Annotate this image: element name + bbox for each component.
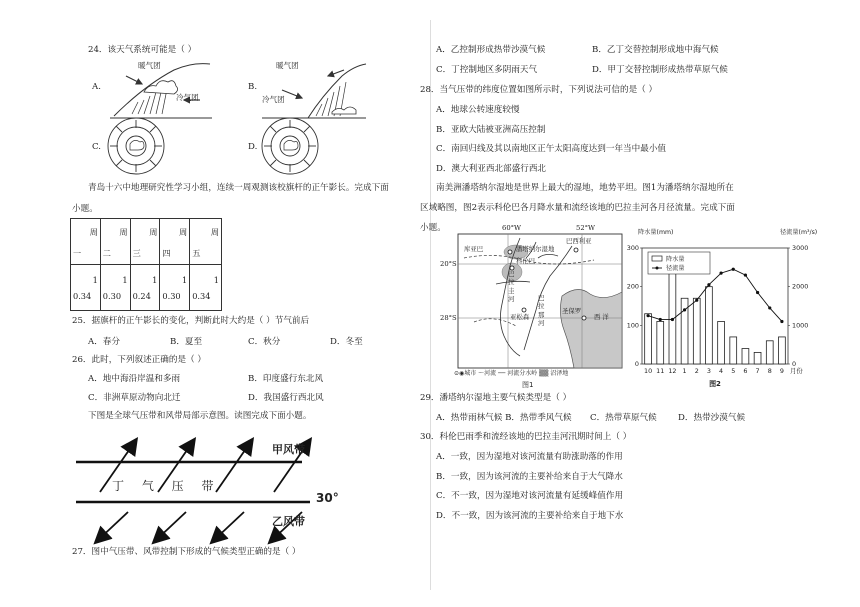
q28-option-c: C．南回归线及其以南地区正午太阳高度达到一年当中最小值 bbox=[436, 144, 667, 154]
runoff-point bbox=[695, 299, 698, 302]
q24-option-c-label: C. bbox=[92, 142, 102, 152]
map-place-brasilia: 巴西利亚 bbox=[566, 237, 592, 245]
wind-belt-bottom-label: 乙风带 bbox=[272, 515, 305, 528]
table-header-top-1: 周 bbox=[89, 227, 98, 237]
x-tick-label: 12 bbox=[668, 367, 677, 375]
q24-diagram-c bbox=[104, 114, 168, 178]
q28-stem: 28．当气压带的纬度位置如图所示时，下列说法可信的是（ ） bbox=[420, 85, 658, 95]
x-tick-label: 7 bbox=[755, 367, 760, 375]
runoff-point bbox=[756, 291, 759, 294]
runoff-point bbox=[683, 308, 686, 311]
map-legend: ⊙◉城市 ～河流 ── 河流分水岭 ▒▒ 沼泽地 bbox=[454, 370, 569, 377]
map-place-corumba: 科伦巴 bbox=[516, 257, 536, 265]
q28-option-b: B．亚欧大陆被亚洲高压控制 bbox=[436, 125, 546, 135]
q30-stem: 30．科伦巴雨季和流经该地的巴拉圭河汛期时间上（ ） bbox=[420, 432, 632, 442]
table-header-top-2: 周 bbox=[119, 227, 128, 237]
precipitation-bar bbox=[730, 337, 737, 364]
map-place-asuncion: 亚松森 bbox=[510, 313, 530, 321]
intro-shadow-line2: 小题。 bbox=[72, 204, 98, 214]
q25-option-d: D．冬至 bbox=[330, 337, 363, 347]
q28-option-a: A．地球公转速度较慢 bbox=[436, 105, 520, 115]
y-left-tick-label: 0 bbox=[634, 360, 639, 368]
table-value-top-5: 1 bbox=[213, 275, 219, 285]
q24-diagram-d bbox=[258, 114, 322, 178]
x-tick-label: 3 bbox=[706, 367, 711, 375]
table-value-top-4: 1 bbox=[181, 275, 188, 285]
q30-option-a: A．一致，因为湿地对该河流量有助涨助落的作用 bbox=[436, 452, 623, 462]
table-header-cell-4 bbox=[160, 219, 190, 265]
pressure-belt-label: 丁 气 压 带 bbox=[112, 479, 214, 493]
table-header-bottom-5: 五 bbox=[192, 248, 201, 258]
chart-title: 图2 bbox=[709, 380, 721, 388]
intro-pantanal-line3: 小题。 bbox=[420, 223, 446, 233]
intro-wind: 下图是全球气压带和风带局部示意图。读图完成下面小题。 bbox=[88, 411, 312, 421]
q26-option-b: B．印度盛行东北风 bbox=[248, 374, 324, 384]
table-header-top-3: 周 bbox=[149, 227, 158, 237]
table-value-bottom-1: 0.34 bbox=[73, 291, 92, 301]
latitude-label: 30° bbox=[316, 491, 339, 505]
table-value-bottom-2: 0.30 bbox=[102, 291, 122, 301]
legend-precipitation-label: 降水量 bbox=[666, 256, 685, 263]
map-place-saopaulo: 圣保罗 bbox=[562, 307, 582, 315]
x-tick-label: 2 bbox=[694, 367, 699, 375]
legend-line-marker bbox=[656, 267, 659, 270]
x-tick-label: 6 bbox=[743, 367, 748, 375]
runoff-point bbox=[659, 318, 662, 321]
river-char-1: 巴 bbox=[508, 270, 515, 278]
x-tick-label: 11 bbox=[656, 367, 665, 375]
q29-option-d: D．热带沙漠气候 bbox=[678, 413, 746, 423]
y-right-tick-label: 0 bbox=[792, 360, 797, 368]
y-left-tick-label: 200 bbox=[626, 282, 639, 291]
q25-stem: 25．据旗杆的正午影长的变化，判断此时大约是（ ）节气前后 bbox=[72, 316, 310, 326]
x-tick-label: 5 bbox=[731, 367, 736, 375]
q24-b-warm-label: 暖气团 bbox=[276, 61, 299, 70]
q24-a-warm-label: 暖气团 bbox=[138, 61, 161, 70]
table-header-bottom-3: 三 bbox=[132, 248, 141, 258]
q26-option-a: A．地中海沿岸温和多雨 bbox=[88, 374, 181, 384]
table-header-bottom-4: 四 bbox=[162, 248, 171, 258]
table-value-top-2: 1 bbox=[122, 275, 128, 285]
q27-option-c: C．丁控制地区多阴雨天气 bbox=[436, 65, 538, 75]
q29-option-c: C．热带草原气候 bbox=[590, 413, 657, 423]
table-value-bottom-5: 0.34 bbox=[192, 291, 211, 301]
precipitation-bar bbox=[706, 287, 713, 364]
table-value-cell-5 bbox=[190, 265, 222, 311]
runoff-point bbox=[719, 272, 722, 275]
q25-option-a: A．春分 bbox=[88, 337, 120, 347]
precipitation-bar bbox=[742, 349, 749, 364]
q24-a-cold-label: 冷气团 bbox=[176, 93, 199, 102]
x-tick-label: 1 bbox=[682, 367, 687, 375]
q25-option-b: B．夏至 bbox=[170, 337, 203, 347]
y-right-tick-label: 2000 bbox=[792, 282, 809, 291]
table-value-cell-4 bbox=[160, 265, 190, 311]
river-char-3: 圭 bbox=[508, 286, 515, 295]
q30-option-c: C．不一致，因为湿地对该河流量有延缓峰值作用 bbox=[436, 491, 624, 501]
x-tick-label: 4 bbox=[719, 367, 724, 375]
y-left-label: 降水量(mm) bbox=[638, 229, 674, 236]
intro-pantanal-line2: 区域略图，图2表示科伦巴各月降水量和流经该地的巴拉圭河各月径流量。完成下面 bbox=[420, 203, 735, 213]
runoff-point bbox=[707, 283, 710, 286]
y-right-label: 径流量(m³/s) bbox=[780, 229, 818, 236]
table-value-cell-2 bbox=[100, 265, 130, 311]
map-lat1: 20°S bbox=[440, 260, 457, 268]
map-lat2: 28°S bbox=[440, 314, 457, 322]
wind-belt-top-label: 甲风带 bbox=[272, 443, 305, 456]
q26-option-c: C．非洲草原动物向北迁 bbox=[88, 393, 181, 403]
intro-shadow-line1: 青岛十六中地理研究性学习小组，连续一周观测该校旗杆的正午影长。完成下面 bbox=[88, 183, 389, 193]
map-river-parana bbox=[538, 294, 546, 327]
runoff-point bbox=[671, 318, 674, 321]
x-tick-label: 10 bbox=[644, 367, 653, 375]
q26-option-d: D．我国盛行西北风 bbox=[248, 393, 324, 403]
river-char-6: 拉 bbox=[538, 302, 545, 311]
table-header-cell-1 bbox=[71, 219, 101, 265]
q27-option-a: A．乙控制形成热带沙漠气候 bbox=[436, 45, 546, 55]
table-value-top-1: 1 bbox=[92, 275, 98, 285]
runoff-point bbox=[744, 273, 747, 276]
precipitation-bar bbox=[657, 321, 664, 364]
q24-option-b-label: B. bbox=[248, 82, 258, 92]
river-char-8: 河 bbox=[538, 318, 545, 327]
precipitation-bar bbox=[645, 314, 652, 364]
river-char-7: 那 bbox=[538, 310, 545, 319]
x-tick-label: 8 bbox=[767, 367, 772, 375]
precipitation-bar bbox=[718, 321, 725, 364]
table-value-top-3: 1 bbox=[152, 275, 158, 285]
map-place-cuiaba: 库亚巴 bbox=[464, 245, 484, 253]
table-value-bottom-3: 0.24 bbox=[132, 291, 151, 301]
y-right-tick-label: 3000 bbox=[792, 244, 809, 252]
table-value-bottom-4: 0.30 bbox=[162, 291, 181, 301]
q24-option-d-label: D. bbox=[248, 142, 258, 152]
table-value-cell-1 bbox=[71, 265, 101, 311]
q24-stem: 24．该天气系统可能是（ ） bbox=[88, 45, 197, 55]
q29-option-ab: A．热带雨林气候 B．热带季风气候 bbox=[436, 413, 572, 423]
q30-option-b: B．一致，因为该河流的主要补给来自于大气降水 bbox=[436, 472, 623, 482]
column-divider bbox=[430, 20, 431, 590]
q24-option-a-label: A. bbox=[92, 82, 101, 92]
table-header-bottom-2: 二 bbox=[102, 248, 111, 258]
q25-option-c: C．秋分 bbox=[248, 337, 281, 347]
q28-option-d: D．澳大利亚西北部盛行西北 bbox=[436, 164, 547, 174]
river-char-2: 拉 bbox=[508, 278, 515, 287]
map-ocean: 西 洋 bbox=[594, 313, 609, 321]
legend-runoff-label: 径流量 bbox=[666, 265, 685, 272]
table-header-top-4: 周 bbox=[178, 227, 188, 237]
table-header-cell-5 bbox=[190, 219, 222, 265]
runoff-point bbox=[780, 320, 783, 323]
table-value-cell-3 bbox=[130, 265, 160, 311]
shadow-length-table bbox=[70, 218, 222, 311]
table-header-cell-2 bbox=[100, 219, 130, 265]
runoff-point bbox=[768, 306, 771, 309]
map-lon1: 60°W bbox=[502, 224, 522, 232]
table-header-top-5: 周 bbox=[210, 227, 219, 237]
q26-stem: 26．此时，下列叙述正确的是（ ） bbox=[72, 355, 206, 365]
x-axis-label: 月份 bbox=[790, 367, 803, 375]
q27-option-b: B．乙丁交替控制形成地中海气候 bbox=[592, 45, 719, 55]
precipitation-bar bbox=[766, 341, 773, 364]
runoff-point bbox=[646, 314, 649, 317]
precipitation-bar bbox=[779, 337, 786, 364]
precipitation-bar bbox=[693, 298, 700, 364]
intro-pantanal-line1: 南美洲潘塔纳尔湿地是世界上最大的湿地，地势平坦。图1为潘塔纳尔湿地所在 bbox=[436, 183, 734, 193]
y-left-tick-label: 100 bbox=[626, 321, 639, 330]
table-header-cell-3 bbox=[130, 219, 160, 265]
y-left-tick-label: 300 bbox=[626, 244, 639, 252]
y-right-tick-label: 1000 bbox=[792, 321, 809, 330]
q24-b-cold-label: 冷气团 bbox=[262, 95, 285, 104]
q27-stem: 27．图中气压带、风带控制下形成的气候类型正确的是（ ） bbox=[72, 547, 301, 557]
runoff-point bbox=[732, 268, 735, 271]
map-river-paraguay bbox=[508, 270, 516, 303]
q29-stem: 29．潘塔纳尔湿地主要气候类型是（ ） bbox=[420, 393, 572, 403]
precipitation-bar bbox=[754, 352, 761, 364]
x-tick-label: 9 bbox=[779, 367, 784, 375]
table-header-bottom-1: 一 bbox=[73, 248, 82, 258]
river-char-4: 河 bbox=[508, 294, 515, 303]
q27-option-d: D．甲丁交替控制形成热带草原气候 bbox=[592, 65, 728, 75]
map-lon2: 52°W bbox=[576, 224, 596, 232]
river-char-5: 巴 bbox=[538, 294, 545, 302]
map-title: 图1 bbox=[522, 381, 534, 389]
q30-option-d: D．不一致，因为该河流的主要补给来自于地下水 bbox=[436, 511, 624, 521]
map-place-pantanal: 潘塔纳尔湿地 bbox=[516, 245, 555, 253]
precipitation-runoff-chart bbox=[620, 222, 820, 390]
legend-bar-swatch bbox=[652, 256, 662, 261]
